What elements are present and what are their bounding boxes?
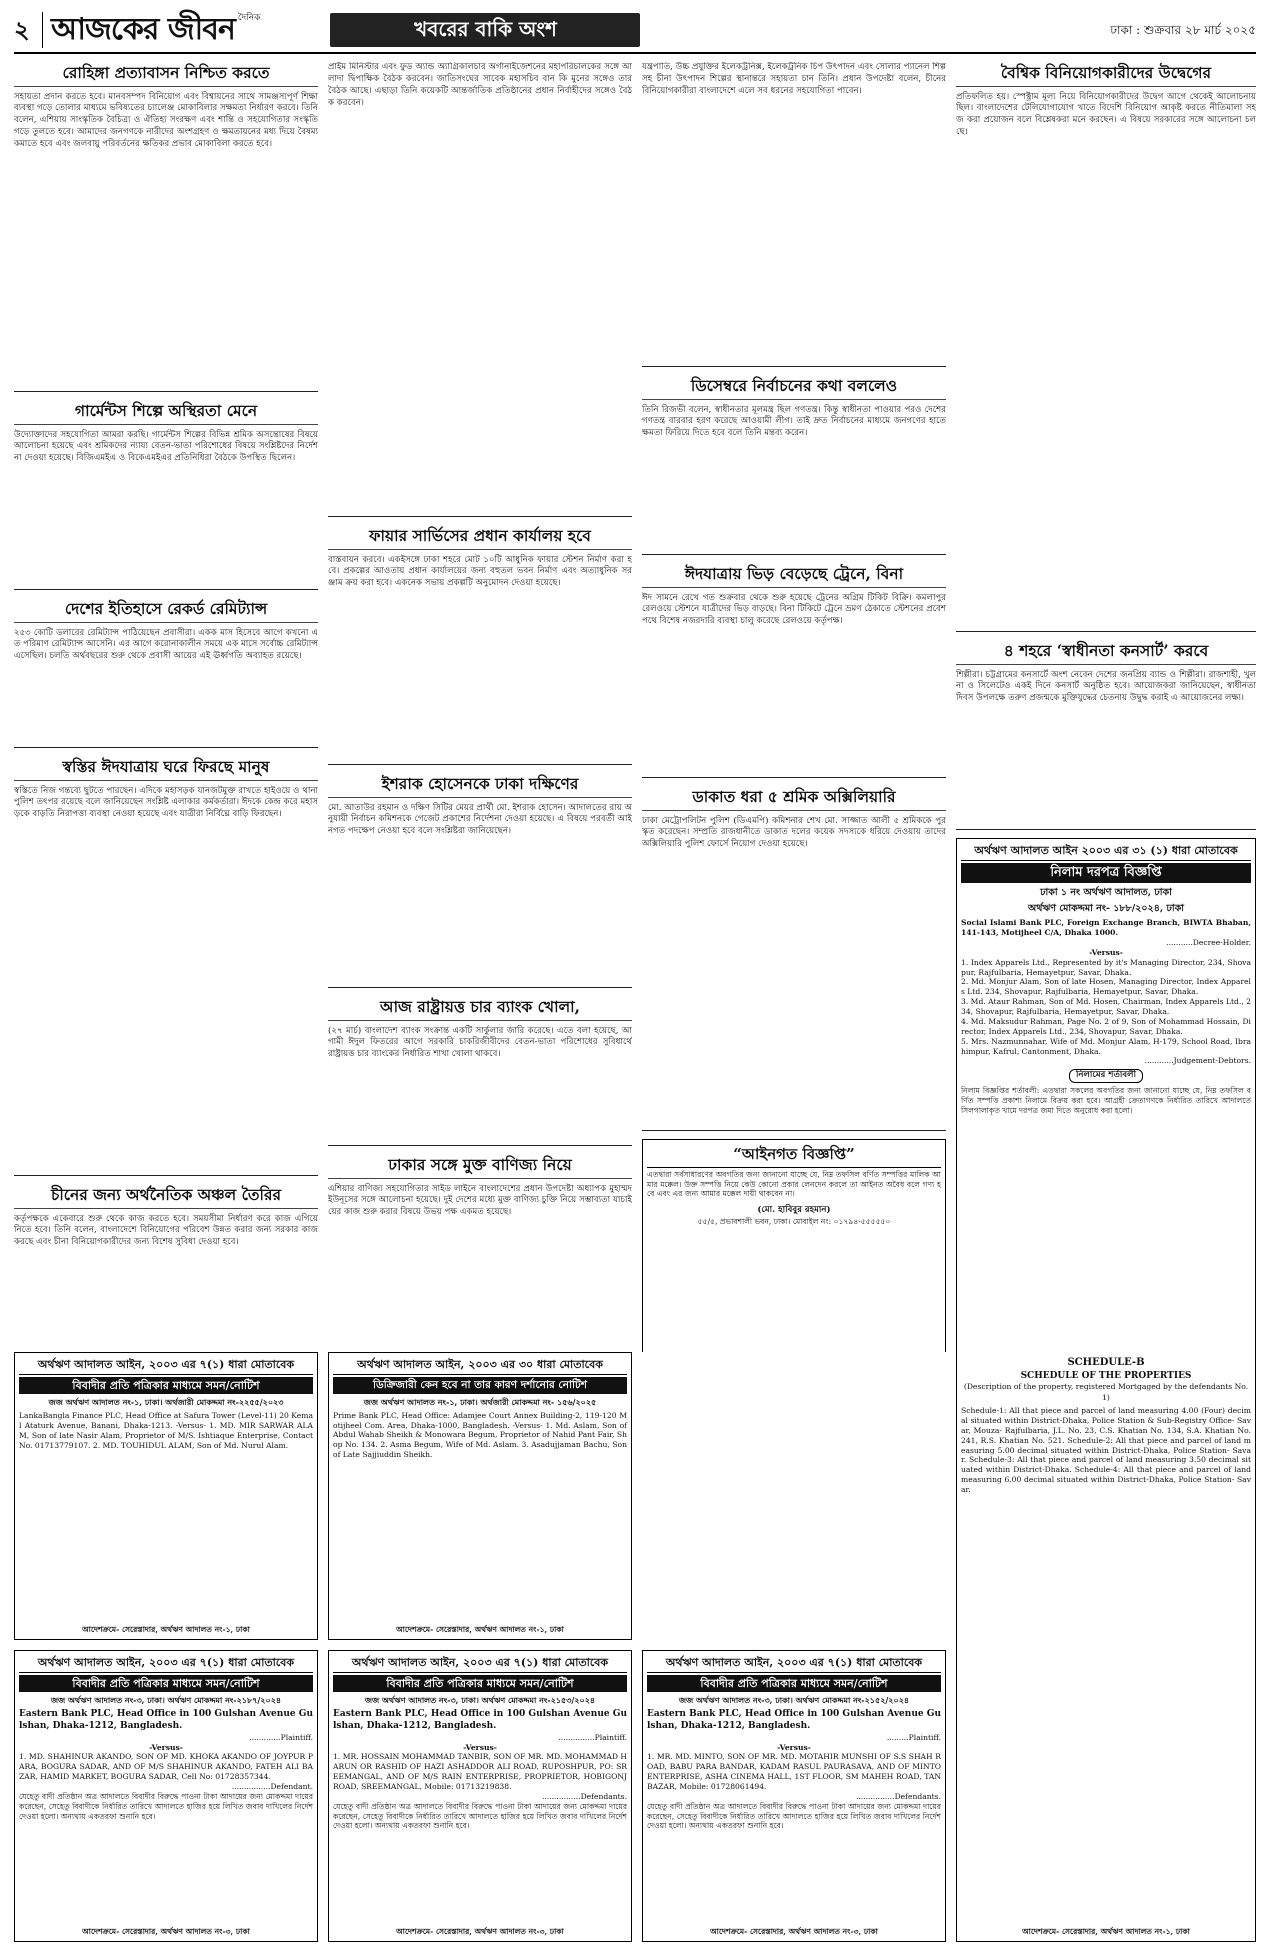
ad-eastern-bank-2: [328, 1650, 632, 1942]
notice-body: এতদ্বারা সর্বসাধারণের অবগতির জন্য জানানো যাচ্ছে যে, নিম্ন তফসিল বর্ণিত সম্পত্তির মালিক আমার মক্কেল। উক্ত সম্পত্তি নিয়ে কেউ কোনো প্রকার লেনদেন করলে তা আইনত অবৈধ বলে গণ্য হবে এবং এর জন্য আমার মক্কেল দায়ী থাকবেন না।: [647, 1169, 941, 1199]
ad-law-header: অর্থঋণ আদালত আইন, ২০০৩ এর ৩০ ধারা মোতাবেক: [333, 1357, 627, 1375]
tender-defendant-5: 5. Mrs. Nazmunnahar, Wife of Md. Monjur Alam, H-179, School Road, Ibrahimpur, Kafrul, Cantonment, Dhaka.: [961, 1036, 1251, 1056]
column-3: [642, 62, 946, 1352]
ad-lankabangla: [14, 1352, 318, 1640]
story-headline: আজ রাষ্ট্রায়ত্ত চার ব্যাংক খোলা,: [328, 998, 632, 1021]
ad-law-header: অর্থঋণ আদালত আইন, ২০০৩ এর ৭(১) ধারা মোতাবেক: [333, 1655, 627, 1673]
ad-eastern-bank-3: [642, 1650, 946, 1942]
story-body: যন্ত্রপাতি, উচ্চ প্রযুক্তির ইলেকট্রনিক্স, ইলেকট্রনিক চিপ উৎপাদন এবং সোলার প্যানেল শিল্পসহ চীনা উৎপাদন শিল্পের স্থানান্তরে সহায়তা চান তিনি। প্রধান উপদেষ্টা বলেন, চীনের বিনিয়োগকারীরা বাংলাদেশে এলে সব ধরনের সহযোগিতা পাবেন।: [642, 62, 946, 96]
story-eid-journey: [14, 756, 318, 1176]
story-rohingya: [14, 62, 318, 392]
story-banks-open: [328, 996, 632, 1146]
tender-plaintiff-role: ...........Decree-Holder.: [1166, 938, 1251, 948]
ad-case-number: জজ অর্থঋণ আদালত নং-১, ঢাকা। অর্থজারী মোকদ্দমা নং-২২৫৫/২০২৩: [48, 1397, 284, 1408]
ad-title: বিবাদীর প্রতি পত্রিকার মাধ্যমে সমন/নোটিশ: [647, 1675, 941, 1692]
story-body: ২৫৩ কোটি ডলারের রেমিট্যান্স পাঠিয়েছেন প্রবাসীরা। একক মাস হিসেবে আগে কখনো এত পরিমাণ রেমিট্যান্স আসেনি। এর আগে করোনাকালীন সময়ে এক মাসে সর্বোচ্চ রেমিট্যান্স এসেছিল। চলতি অর্থবছরের শুরু থেকে প্রবাসী আয়ের এই ঊর্ধ্বগতি অব্যাহত রয়েছে।: [14, 627, 318, 662]
ad-versus: -Versus-: [463, 1742, 497, 1752]
schedule-signature: আদেশক্রমে- সেরেস্তাদার, অর্থঋণ আদালত নং-১, ঢাকা: [1022, 1927, 1190, 1937]
story-headline: ইশরাক হোসেনকে ঢাকা দক্ষিণের: [328, 775, 632, 798]
ad-plaintiff: Eastern Bank PLC, Head Office in 100 Gulshan Avenue Gulshan, Dhaka-1212, Bangladesh.: [333, 1709, 627, 1732]
ad-case-number: জজ অর্থঋণ আদালত নং-১, ঢাকা। অর্থজারী মোকদ্দমা নং- ১৫৬/২০২৫: [363, 1396, 597, 1407]
story-body: তিনি রিজভী বলেন, স্বাধীনতার মূলমন্ত্র ছিল গণতন্ত্র। কিন্তু স্বাধীনতা পাওয়ার পরও দেশের গণতন্ত্র বারবার হরণ করেছে আওয়ামী লীগ। তাই দ্রুত নির্বাচনের মাধ্যমে জনগণের হাতে ক্ষমতা ফিরিয়ে দিতে হবে বলে তিনি মন্তব্য করেন।: [642, 404, 946, 439]
story-fire-service: [328, 525, 632, 765]
story-headline: গার্মেন্টস শিল্পে অস্থিরতা মেনে: [14, 402, 318, 425]
story-body: মো. আতাউর রহমান ও দক্ষিণ সিটির মেয়র প্রার্থী মো. ইশরাক হোসেন। আদালতের রায় অনুযায়ী নির্বাচন কমিশনকে গেজেট প্রকাশের নির্দেশনা দেওয়া হয়েছে। এ বিষয়ে পরবর্তী আইনগত পদক্ষেপ নেওয়া হবে বলে সংশ্লিষ্টরা জানিয়েছেন।: [328, 802, 632, 837]
tender-law-header: অর্থঋণ আদালত আইন ২০০৩ এর ৩১ (১) ধারা মোতাবেক: [961, 843, 1251, 861]
ad-law-header: অর্থঋণ আদালত আইন, ২০০৩ এর ৭(১) ধারা মোতাবেক: [19, 1655, 313, 1673]
ad-title: বিবাদীর প্রতি পত্রিকার মাধ্যমে সমন/নোটিশ: [19, 1377, 313, 1394]
story-body: প্রাইম মিনিস্টার এবং ফুড অ্যান্ড অ্যাগ্রিকালচার অর্গানাইজেশনের মহাপরিচালকের সঙ্গে আলাদা দ্বিপাক্ষিক বৈঠক করবেন। জাতিসংঘের সাবেক মহাসচিব বান কি মুনের সঙ্গেও তার বৈঠক আছে। এছাড়া তিনি কয়েকটি আন্তর্জাতিক প্রতিষ্ঠানের প্রধান নির্বাহীদের সঙ্গেও বৈঠক করবেন।: [328, 62, 632, 108]
story-continuation: [642, 62, 946, 367]
ad-defendant-role: ................Defendants.: [855, 1791, 941, 1801]
logo-daily-tag: দৈনিক: [237, 13, 261, 23]
notice-signature: (মো. হাবিবুর রহমান): [757, 1205, 831, 1216]
ad-body: LankaBangla Finance PLC, Head Office at Safura Tower (Level-11) 20 Kemal Ataturk Avenue, Banani, Dhaka-1213. -Versus- 1. MD. MIR SARWAR ALAM, Son of late Nasir Alam, Proprietor of M/S. Ishtiaque Enterprise, Contact No. 01713779107. 2. MD. TOUHIDUL ALAM, Son of Md. Nurul Alam.: [19, 1411, 313, 1450]
ad-defendant: 1. MR. MD. MINTO, SON OF MR. MD. MOTAHIR MUNSHI OF S.S SHAH ROAD, BABU PARA BANDAR, KADAM RASUL PAURASAVA, AND OF MINTO ENTERPRISE, ASHA CINEMA HALL, 1ST FLOOR, SM MAHEH ROAD, TANBAZAR, Mobile: 01728061494.: [647, 1752, 941, 1792]
story-body: (২৭ মার্চ) বাংলাদেশ ব্যাংক সংক্রান্ত একটি সার্কুলার জারি করেছে। এতে বলা হয়েছে, আগামী ঈদুল ফিতরের আগে সরকারি চাকরিজীবীদের বেতন-ভাতা পরিশোধের সুবিধার্থে রাষ্ট্রায়ত্ত চার ব্যাংকের নির্ধারিত শাখা খোলা থাকবে।: [328, 1025, 632, 1060]
tender-jd-role: ............Judgement-Debtors.: [1144, 1056, 1251, 1066]
tender-plaintiff: Social Islami Bank PLC, Foreign Exchange Branch, BIWTA Bhaban, 141-143, Motijheel C/A, Dhaka 1000.: [961, 918, 1251, 938]
story-auxiliary-police: [642, 786, 946, 1131]
ad-plaintiff-role: .............Plaintiff.: [249, 1732, 313, 1742]
newspaper-logo: [42, 12, 260, 48]
masthead: [14, 8, 1256, 54]
story-headline: রোহিঙ্গা প্রত্যাবাসন নিশ্চিত করতে: [14, 64, 318, 87]
story-body: এশিয়ার বাণিজ্য সহযোগিতার সাইড লাইনে বাংলাদেশের প্রধান উপদেষ্টা অধ্যাপক মুহাম্মদ ইউনূসের সঙ্গে আলোচনা হয়েছে। দুই দেশের মধ্যে মুক্ত বাণিজ্য চুক্তি নিয়ে সম্ভাব্যতা যাচাইয়ের কাজ শুরু করার বিষয়ে উভয় পক্ষ একমত হয়েছে।: [328, 1183, 632, 1218]
section-title: খবরের বাকি অংশ: [330, 13, 640, 47]
story-free-trade: [328, 1154, 632, 1352]
tender-conditions-body: নিলাম বিজ্ঞপ্তির শর্তাবলী: এতদ্বারা সকলের অবগতির জন্য জানানো যাচ্ছে যে, নিম্ন তফসিল বর্ণিত সম্পত্তি প্রকাশ্য নিলামে বিক্রয় করা হবে। আগ্রহী ক্রেতাগণকে নির্ধারিত তারিখে আদালতে সিলগালাকৃত খামে দরপত্র জমা দিতে অনুরোধ করা হলো।: [961, 1086, 1251, 1115]
ad-defendant: 1. MD. SHAHINUR AKANDO, SON OF MD. KHOKA AKANDO OF JOYPUR PARA, BOGURA SADAR, AND OF M/S SHAHINUR AKANDO, FATEH ALI BAZAR, HAMID MARKET, BOGURA SADAR, Cell No: 01728357344.: [19, 1752, 313, 1782]
tender-title: নিলাম দরপত্র বিজ্ঞপ্তি: [961, 863, 1251, 883]
story-headline: ডাকাত ধরা ৫ শ্রমিক অক্সিলিয়ারি: [642, 788, 946, 811]
story-remittance: [14, 598, 318, 748]
news-area: [14, 62, 1256, 1352]
tender-versus: -Versus-: [1089, 947, 1123, 957]
story-headline: চীনের জন্য অর্থনৈতিক অঞ্চল তৈরির: [14, 1186, 318, 1209]
ad-law-header: অর্থঋণ আদালত আইন, ২০০৩ এর ৭(১) ধারা মোতাবেক: [647, 1655, 941, 1673]
tender-defendant-1: 1. Index Apparels Ltd., Represented by it's Managing Director, 234, Shovapur, Rajfulbaria, Hemayetpur, Savar, Dhaka.: [961, 957, 1251, 977]
legal-notice: [642, 1139, 946, 1352]
ad-title: ডিক্রিজারী কেন হবে না তার কারণ দর্শানোর নোটিশ: [333, 1377, 627, 1393]
ad-case-number: জজ অর্থঋণ আদালত নং-৩, ঢাকা। অর্থঋণ মোকদ্দমা নং-২১৫২/২০২৪: [678, 1695, 910, 1706]
ad-signature: আদেশক্রমে- সেরেস্তাদার, অর্থঋণ আদালত নং-৩, ঢাকা: [82, 1927, 250, 1937]
story-headline: ঢাকার সঙ্গে মুক্ত বাণিজ্য নিয়ে: [328, 1156, 632, 1179]
notice-title: “আইনগত বিজ্ঞপ্তি”: [647, 1144, 941, 1168]
story-china-zone: [14, 1184, 318, 1352]
ad-body: Prime Bank PLC, Head Office: Adamjee Court Annex Building-2, 119-120 Motijheel Com. Area, Dhaka-1000, Bangladesh. -Versus- 1. Md. Aslam, Son of Abdul Wahab Sheikh & Monowara Begum, Proprietor of Nahid Pant Fair, Shop No. 134. 2. Asma Begum, Wife of Md. Aslam. 3. Asadujjaman Bachu, Son of Late Sajjiuddin Sheikh.: [333, 1410, 627, 1460]
column-2: [328, 62, 632, 1352]
auction-schedule: [956, 1352, 1256, 1942]
ad-signature: আদেশক্রমে- সেরেস্তাদার, অর্থঋণ আদালত নং-১, ঢাকা: [396, 1625, 564, 1635]
story-body: প্রতিফলিত হয়। স্পেক্ট্রাম মূল্য নিয়ে বিনিয়োগকারীদের উদ্বেগ আগে থেকেই আলোচনায় ছিল। বাংলাদেশের টেলিযোগাযোগ খাতে বিদেশি বিনিয়োগ আকৃষ্ট করতে নীতিমালা সহজ করা প্রয়োজন বলে বিশ্লেষকরা মনে করছেন। এ বিষয়ে সরকারের সঙ্গে আলোচনা চলছে।: [956, 91, 1256, 138]
ad-prime-bank: [328, 1352, 632, 1640]
ad-signature: আদেশক্রমে- সেরেস্তাদার, অর্থঋণ আদালত নং-১, ঢাকা: [82, 1625, 250, 1635]
story-headline: ৪ শহরে ‘স্বাধীনতা কনসার্ট’ করবে: [956, 642, 1256, 665]
ad-body: যেহেতু বাদী প্রতিষ্ঠান অত্র আদালতে বিবাদীর বিরুদ্ধে পাওনা টাকা আদায়ের জন্য মোকদ্দমা দায়ের করেছেন, সেহেতু বিবাদীকে নির্ধারিত তারিখে আদালতে হাজির হয়ে লিখিত জবাব দাখিলের নির্দেশ দেওয়া হলো। অন্যথায় একতরফা শুনানি হবে।: [333, 1801, 627, 1831]
story-body: কর্তৃপক্ষকে একেবারে শুরু থেকে কাজ করতে হবে। সময়সীমা নির্ধারণ করে কাজ এগিয়ে নিতে হবে। তিনি বলেন, বাংলাদেশে বিনিয়োগের পরিবেশ উন্নত করার জন্য সরকার কাজ করছে এবং চীনা বিনিয়োগকারীদের জন্য বিশেষ সুবিধা দেওয়া হবে।: [14, 1213, 318, 1248]
column-1: [14, 62, 318, 1352]
ad-signature: আদেশক্রমে- সেরেস্তাদার, অর্থঋণ আদালত নং-৩, ঢাকা: [710, 1927, 878, 1937]
story-december-election: [642, 375, 946, 555]
ad-plaintiff: Eastern Bank PLC, Head Office in 100 Gulshan Avenue Gulshan, Dhaka-1212, Bangladesh.: [647, 1709, 941, 1732]
ad-plaintiff-role: .........Plaintiff.: [886, 1732, 941, 1742]
ad-body: যেহেতু বাদী প্রতিষ্ঠান অত্র আদালতে বিবাদীর বিরুদ্ধে পাওনা টাকা আদায়ের জন্য মোকদ্দমা দায়ের করেছেন, সেহেতু বিবাদীকে নির্ধারিত তারিখে আদালতে হাজির হয়ে লিখিত জবাব দাখিলের নির্দেশ দেওয়া হলো। অন্যথায় একতরফা শুনানি হবে।: [19, 1791, 313, 1821]
story-ishraque: [328, 773, 632, 988]
logo-name: আজকের জীবন: [51, 12, 235, 48]
schedule-body: Schedule-1: All that piece and parcel of land measuring 4.00 (Four) decimal situated within District-Dhaka, Police Station & Sub-Registry Office- Savar, Mouza- Rajfulbaria, J.L. No. 23, C.S. Khatian No. 134, S.A. Khatian No. 241, R.S. Khatian No. 521. Schedule-2: All that piece and parcel of land measuring 5.00 decimal situated within District-Dhaka, Police Station- Savar. Schedule-3: All that piece and parcel of land measuring 3.50 decimal situated within District-Dhaka. Schedule-4: All that piece and parcel of land measuring 6.00 decimal situated within District-Dhaka, Police Station- Savar.: [961, 1406, 1251, 1495]
ad-plaintiff-role: ...............Plaintiff.: [558, 1732, 627, 1742]
story-headline: দেশের ইতিহাসে রেকর্ড রেমিট্যান্স: [14, 600, 318, 623]
ad-defendant-role: ................Defendant.: [231, 1782, 313, 1792]
story-body: সহায়তা প্রদান করতে হবে। মানবসম্পদ বিনিয়োগ এবং বিশ্বায়নের সাথে সামঞ্জস্যপূর্ণ শিক্ষা ব্যবস্থা গড়ে তোলার মাধ্যমে ভবিষ্যতের চ্যালেঞ্জ মোকাবিলার সক্ষমতা নির্ধারণ করবে। তিনি বলেন, এশিয়ায় সাংস্কৃতিক বৈচিত্র্য ও ঐতিহ্য সংরক্ষণ এবং শান্তি ও সহযোগিতার সংস্কৃতি গড়ে তুলতে হবে। আমাদের জনগণকে নারীদের অংশগ্রহণ ও ক্ষমতায়নের মধ্য দিয়ে বৈষম্য কমাতে হবে এবং জলবায়ু পরিবর্তনের ক্ষতিকর প্রভাব মোকাবিলা করতে হবে।: [14, 91, 318, 150]
auction-tender-notice: [956, 838, 1256, 1352]
story-body: বাস্তবায়ন করবে। একইসঙ্গে ঢাকা শহরে মোট ১০টি আধুনিক ফায়ার স্টেশন নির্মাণ করা হবে। প্রকল্পের আওতায় প্রধান কার্যালয়ের জন্য বহুতল ভবন নির্মাণ এবং অত্যাধুনিক সরঞ্জাম ক্রয় করা হবে। একনেক সভায় প্রকল্পটি অনুমোদন দেওয়া হয়েছে।: [328, 554, 632, 589]
tender-case-number: অর্থঋণ মোকদ্দমা নং- ১৮৮/২০২৪, ঢাকা: [1028, 903, 1184, 915]
story-train-crowd: [642, 563, 946, 778]
page-number: ২: [14, 15, 30, 45]
ad-versus: -Versus-: [149, 1742, 183, 1752]
story-body: শিল্পীরা। চট্টগ্রামের কনসার্টে অংশ নেবেন দেশের জনপ্রিয় ব্যান্ড ও শিল্পীরা। রাজশাহী, খুলনা ও সিলেটেও একই দিনে কনসার্ট অনুষ্ঠিত হবে। আয়োজকরা জানিয়েছেন, স্বাধীনতা দিবস উপলক্ষে তরুণ প্রজন্মকে মুক্তিযুদ্ধের চেতনায় উদ্বুদ্ধ করাই এ আয়োজনের লক্ষ্য।: [956, 669, 1256, 704]
ad-title: বিবাদীর প্রতি পত্রিকার মাধ্যমে সমন/নোটিশ: [19, 1675, 313, 1692]
ad-signature: আদেশক্রমে- সেরেস্তাদার, অর্থঋণ আদালত নং-৩, ঢাকা: [396, 1927, 564, 1937]
notice-address: ৫৫/৫, প্রভাবশালী ভবন, ঢাকা। মোবাইল নং: ০১৭৯৪-৫৫৫৫৫০: [697, 1217, 891, 1227]
ad-versus: -Versus-: [777, 1742, 811, 1752]
story-independence-concert: [956, 640, 1256, 830]
classified-ads-area: [14, 1352, 1256, 1942]
schedule-subheading: SCHEDULE OF THE PROPERTIES: [1020, 1370, 1192, 1381]
ad-case-number: জজ অর্থঋণ আদালত নং-৩, ঢাকা। অর্থঋণ মোকদ্দমা নং-২১৮৭/২০২৪: [50, 1695, 282, 1706]
story-continuation: [328, 62, 632, 517]
story-body: ঢাকা মেট্রোপলিটন পুলিশ (ডিএমপি) কমিশনার শেখ মো. সাজ্জাত আলী ৫ শ্রমিককে পুরস্কৃত করেছেন। সম্প্রতি রাজধানীতে ডাকাত দলের কয়েক সদস্যকে ধরিয়ে দেওয়ায় তাদের অক্সিলিয়ারি পুলিশ ফোর্সে নিয়োগ দেওয়া হয়েছে।: [642, 815, 946, 850]
story-garments: [14, 400, 318, 590]
ad-plaintiff: Eastern Bank PLC, Head Office in 100 Gulshan Avenue Gulshan, Dhaka-1212, Bangladesh.: [19, 1709, 313, 1732]
ad-eastern-bank-1: [14, 1650, 318, 1942]
ad-case-number: জজ অর্থঋণ আদালত নং-৩, ঢাকা। অর্থঋণ মোকদ্দমা নং-২১৫৩/২০২৪: [364, 1695, 596, 1706]
story-headline: বৈশ্বিক বিনিয়োগকারীদের উদ্বেগের: [956, 64, 1256, 87]
ad-defendant: 1. MR. HOSSAIN MOHAMMAD TANBIR, SON OF MR. MD. MOHAMMAD HARUN OR RASHID OF HAZI ASHADDOR ALI ROAD, RUPOSHPUR, PO: SREEMANGAL, AND OF M/S RAIN ENTERPRISE, PROPRIETOR, HOBIGONJ ROAD, SREEMANGAL, Mobile: 01713219838.: [333, 1752, 627, 1792]
story-headline: ডিসেম্বরে নির্বাচনের কথা বললেও: [642, 377, 946, 400]
story-headline: ঈদযাত্রায় ভিড় বেড়েছে ট্রেনে, বিনা: [642, 565, 946, 588]
dateline: ঢাকা : শুক্রবার ২৮ মার্চ ২০২৫: [1110, 22, 1256, 37]
column-4: [956, 62, 1256, 1352]
tender-defendant-4: 4. Md. Maksudur Rahman, Page No. 2 of 9, Son of Mohammad Hossain, Director, Index Apparels Ltd., 234, Shovapur, Savar, Dhaka.: [961, 1016, 1251, 1036]
story-body: স্বস্তিতে নিজ গন্তব্যে ছুটতে পারছেন। এদিকে মহাসড়ক যানজটমুক্ত রাখতে হাইওয়ে ও থানা পুলিশ তৎপর রয়েছে বলে জানিয়েছেন সংশ্লিষ্ট এলাকার কর্মকর্তারা। ঈদকে কেন্দ্র করে মহাসড়কে বাড়তি নিরাপত্তা ব্যবস্থা নেওয়া হয়েছে এবং যাত্রীরা নির্বিঘ্নে বাড়ি ফিরছেন।: [14, 785, 318, 820]
story-headline: ফায়ার সার্ভিসের প্রধান কার্যালয় হবে: [328, 527, 632, 550]
ad-body: যেহেতু বাদী প্রতিষ্ঠান অত্র আদালতে বিবাদীর বিরুদ্ধে পাওনা টাকা আদায়ের জন্য মোকদ্দমা দায়ের করেছেন, সেহেতু বিবাদীকে নির্ধারিত তারিখে আদালতে হাজির হয়ে লিখিত জবাব দাখিলের নির্দেশ দেওয়া হলো। অন্যথায় একতরফা শুনানি হবে।: [647, 1801, 941, 1831]
story-body: ঈদ সামনে রেখে গত শুক্রবার থেকে শুরু হয়েছে ট্রেনের অগ্রিম টিকিট বিক্রি। কমলাপুর রেলওয়ে স্টেশনে যাত্রীদের ভিড় বাড়ছে। বিনা টিকিটে ট্রেনে ভ্রমণ ঠেকাতে স্টেশনের প্রবেশপথে বিশেষ নজরদারি ব্যবস্থা চালু করেছে রেলওয়ে কর্তৃপক্ষ।: [642, 592, 946, 627]
tender-court: ঢাকা ১ নং অর্থঋণ আদালত, ঢাকা: [1040, 887, 1172, 899]
story-global-investors: [956, 62, 1256, 632]
tender-conditions-badge: নিলামের শর্তাবলী: [1069, 1069, 1143, 1083]
ad-title: বিবাদীর প্রতি পত্রিকার মাধ্যমে সমন/নোটিশ: [333, 1675, 627, 1692]
tender-defendant-3: 3. Md. Ataur Rahman, Son of Md. Hosen, Chairman, Index Apparels Ltd., 234, Shovapur, Rajfulbaria, Hemayetpur, Savar, Dhaka.: [961, 997, 1251, 1017]
story-headline: স্বস্তির ঈদযাত্রায় ঘরে ফিরছে মানুষ: [14, 758, 318, 781]
ad-defendant-role: ................Defendants.: [541, 1791, 627, 1801]
schedule-heading: SCHEDULE-B: [1067, 1357, 1145, 1368]
story-body: উদ্যোক্তাদের সহযোগিতা আমরা করছি। গার্মেন্টস শিল্পের বিভিন্ন শ্রমিক অসন্তোষের বিষয়ে আলোচনা হয়েছে এবং শ্রমিকদের ন্যায্য বেতন-ভাতা পরিশোধের বিষয়ে সংশ্লিষ্টদের নির্দেশনা দেওয়া হয়েছে। বিজিএমইএ ও বিকেএমইএর প্রতিনিধিরা বৈঠকে উপস্থিত ছিলেন।: [14, 429, 318, 464]
tender-defendant-2: 2. Md. Monjur Alam, Son of late Hosen, Managing Director, Index Apparels Ltd. 234, Shovapur, Rajfulbaria, Hemayetpur, Savar, Dhaka.: [961, 977, 1251, 997]
schedule-description: (Description of the property, registered Mortgaged by the defendants No. 1): [963, 1382, 1249, 1402]
ad-law-header: অর্থঋণ আদালত আইন, ২০০৩ এর ৭(১) ধারা মোতাবেক: [19, 1357, 313, 1375]
